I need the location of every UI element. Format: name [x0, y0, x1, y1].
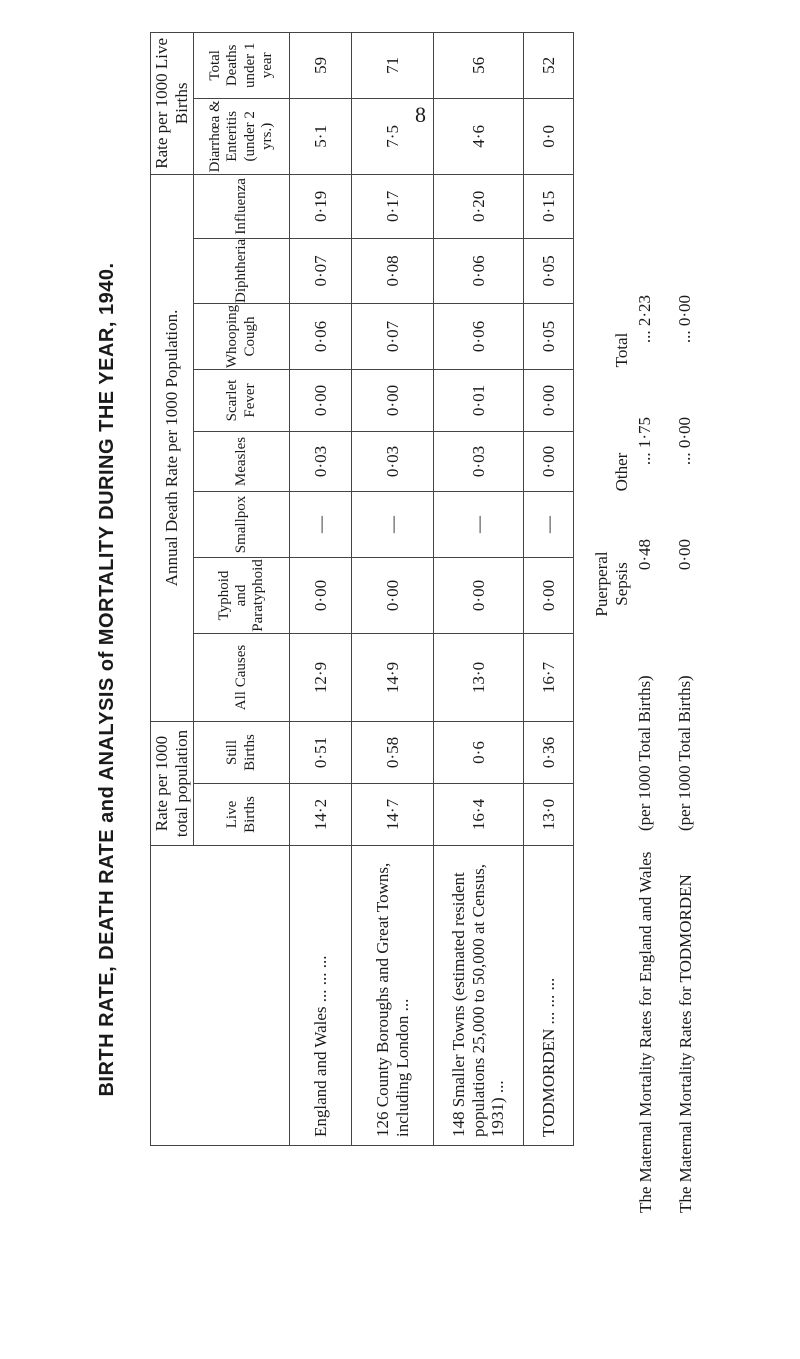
cell: 0·15 [524, 174, 574, 238]
cell: ... 0·00 [675, 295, 695, 344]
cell: 13·0 [524, 784, 574, 846]
col-header: Smallpox [194, 492, 290, 558]
cell: 0·06 [290, 304, 352, 370]
col-header: Measles [194, 432, 290, 492]
cell: ... 0·00 [675, 417, 695, 466]
table-row [352, 32, 434, 1145]
table-row [434, 32, 524, 1145]
cell: 0·00 [675, 539, 695, 571]
group-header-pop: Rate per 1000 total population [151, 722, 194, 846]
cell: ... 2·23 [635, 295, 655, 344]
page-title: BIRTH RATE, DEATH RATE and ANALYSIS of MORTALITY DURING THE YEAR, 1940. [96, 262, 118, 1097]
cell: 0·48 [635, 539, 655, 571]
cell: 0·00 [524, 370, 574, 432]
cell: 5·1 [290, 98, 352, 174]
col-header: Total Deaths under 1 year [194, 32, 290, 98]
col-header: Typhoid and Paratyphoid [194, 558, 290, 634]
cell: 12·9 [290, 634, 352, 722]
cell: 59 [290, 32, 352, 98]
col-header: Diarrhœa & Enteritis (under 2 yrs.) [194, 98, 290, 174]
mortality-table [150, 32, 574, 1146]
list-item [633, 289, 657, 1219]
cell: ... 1·75 [635, 417, 655, 466]
cell: 0·05 [524, 238, 574, 303]
cell: 14·9 [352, 634, 434, 722]
group-header-death: Annual Death Rate per 1000 Population. [151, 174, 194, 721]
cell: 52 [524, 32, 574, 98]
cell: 0·00 [524, 558, 574, 634]
row-label: 126 County Boroughs and Great Towns, including London ... [352, 846, 434, 1146]
col-header: Diphtheria [194, 238, 290, 303]
cell: 0·03 [290, 432, 352, 492]
row-label: The Maternal Mortality Rates for England and Wales [635, 851, 655, 1213]
col-header: Live Births [194, 784, 290, 846]
row-label: 148 Smaller Towns (estimated resident populations 25,000 to 50,000 at Census, 1931) ... [434, 846, 524, 1146]
row-note: (per 1000 Total Births) [635, 675, 655, 831]
cell: 0·00 [352, 558, 434, 634]
cell: 0·06 [434, 304, 524, 370]
cell: 0·19 [290, 174, 352, 238]
table-row [524, 32, 574, 1145]
cell: 0·06 [434, 238, 524, 303]
table-row [290, 32, 352, 1145]
cell: 0·05 [524, 304, 574, 370]
cell: — [290, 492, 352, 558]
cell: 0·00 [352, 370, 434, 432]
cell: — [434, 492, 524, 558]
cell: 0·03 [352, 432, 434, 492]
cell: 0·20 [434, 174, 524, 238]
maternal-mortality-table [590, 289, 697, 1219]
row-label: The Maternal Mortality Rates for TODMORDEN [675, 874, 695, 1213]
cell: 0·01 [434, 370, 524, 432]
col-header: Scarlet Fever [194, 370, 290, 432]
cell: 0·07 [352, 304, 434, 370]
cell: — [524, 492, 574, 558]
list-item [673, 289, 697, 1219]
cell: 71 [352, 32, 434, 98]
col-header: Puerperal Sepsis [592, 551, 631, 617]
col-header: Influenza [194, 174, 290, 238]
cell: 0·00 [290, 370, 352, 432]
cell: 0·58 [352, 722, 434, 784]
col-header: Whooping Cough [194, 304, 290, 370]
cell: 14·7 [352, 784, 434, 846]
cell: 0·00 [290, 558, 352, 634]
cell: 0·51 [290, 722, 352, 784]
col-header: All Causes [194, 634, 290, 722]
corner-cell [151, 846, 290, 1146]
col-header: Total [611, 332, 631, 368]
cell: 0·08 [352, 238, 434, 303]
cell: 0·03 [434, 432, 524, 492]
cell: 0·6 [434, 722, 524, 784]
col-header: Other [611, 452, 631, 492]
cell: 0·00 [524, 432, 574, 492]
cell: 16·7 [524, 634, 574, 722]
row-label: England and Wales ... ... ... [290, 846, 352, 1146]
cell: 0·00 [434, 558, 524, 634]
page-number: 8 [415, 102, 426, 127]
cell: 0·07 [290, 238, 352, 303]
col-header: Still Births [194, 722, 290, 784]
row-label: TODMORDEN ... ... ... [524, 846, 574, 1146]
cell: 16·4 [434, 784, 524, 846]
row-note: (per 1000 Total Births) [675, 675, 695, 831]
group-header-live: Rate per 1000 Live Births [151, 32, 194, 174]
cell: 14·2 [290, 784, 352, 846]
cell: 4·6 [434, 98, 524, 174]
cell: 13·0 [434, 634, 524, 722]
cell: 7·5 [352, 98, 434, 174]
cell: 56 [434, 32, 524, 98]
cell: — [352, 492, 434, 558]
cell: 0·36 [524, 722, 574, 784]
cell: 0·0 [524, 98, 574, 174]
cell: 0·17 [352, 174, 434, 238]
